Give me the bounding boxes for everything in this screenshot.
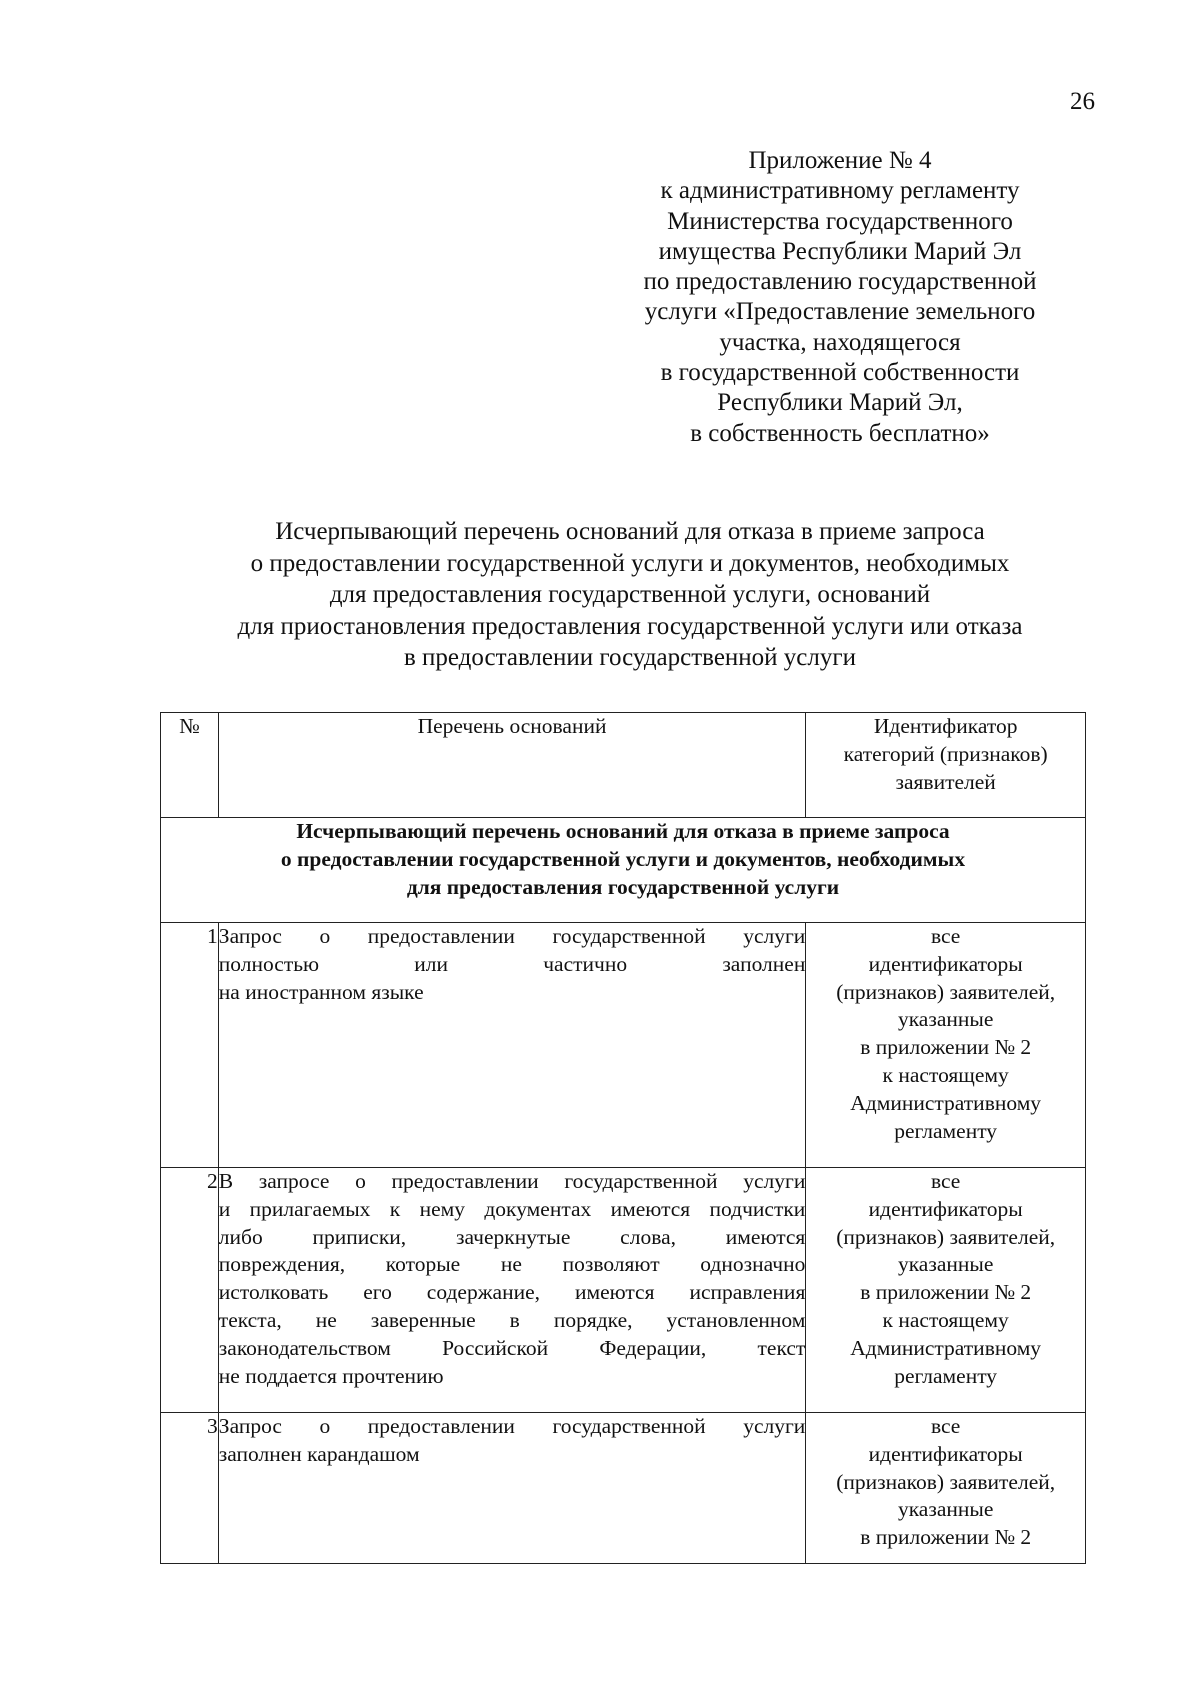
table-row — [161, 1413, 1086, 1564]
identifier-line: идентификаторы — [868, 1196, 1023, 1221]
page-number: 26 — [1070, 88, 1095, 115]
title-line: в предоставлении государственной услуги — [403, 644, 857, 671]
identifier-line: указанные — [897, 1007, 994, 1032]
section-line: Исчерпывающий перечень оснований для отказа в приеме запроса — [296, 819, 950, 843]
grounds-line: Запрос о предоставлении государственной услуги — [218, 1414, 806, 1438]
row-identifier — [806, 923, 1086, 1168]
row-number: 3 — [161, 1413, 219, 1564]
title-line: для предоставления государственной услуги, оснований — [329, 581, 931, 608]
identifier-line: все — [930, 1169, 961, 1193]
title-line: Исчерпывающий перечень оснований для отказа в приеме запроса — [275, 518, 985, 545]
grounds-line: повреждения, которые не позволяют однозначно — [218, 1252, 806, 1277]
grounds-line: законодательством Российской Федерации, текст — [218, 1335, 806, 1360]
identifier-line: (признаков) заявителей, — [836, 979, 1056, 1004]
row-grounds — [218, 1413, 806, 1564]
appendix-line: Министерства государственного — [667, 207, 1013, 235]
row-identifier — [806, 1168, 1086, 1413]
header-identifier-line: Идентификатор — [873, 714, 1018, 738]
grounds-line: истолковать его содержание, имеются исправления — [218, 1280, 806, 1305]
section-line: для предоставления государственной услуги — [406, 874, 840, 899]
identifier-line: (признаков) заявителей, — [836, 1224, 1056, 1249]
appendix-line: участка, находящегося — [719, 328, 961, 356]
appendix-line: Приложение № 4 — [748, 147, 932, 174]
row-grounds — [218, 1168, 806, 1413]
grounds-line: полностью или частично заполнен — [218, 951, 806, 976]
title-line: для приостановления предоставления государственной услуги или отказа — [237, 612, 1023, 640]
identifier-line: Административному — [850, 1335, 1042, 1360]
identifier-line: в приложении № 2 — [860, 1280, 1032, 1305]
table-header-row — [161, 713, 1086, 818]
appendix-line: Республики Марий Эл, — [717, 389, 963, 417]
grounds-line: Запрос о предоставлении государственной услуги — [218, 924, 806, 948]
identifier-line: в приложении № 2 — [860, 1035, 1032, 1060]
row-grounds — [218, 923, 806, 1168]
row-number: 1 — [161, 923, 219, 1168]
header-grounds: Перечень оснований — [218, 713, 806, 818]
identifier-line: идентификаторы — [868, 1441, 1023, 1466]
grounds-table — [160, 712, 1086, 1564]
identifier-line: к настоящему — [882, 1062, 1009, 1087]
header-identifier-line: категорий (признаков) — [843, 741, 1048, 766]
identifier-line: все — [930, 924, 961, 948]
identifier-line: (признаков) заявителей, — [836, 1469, 1056, 1494]
identifier-line: регламенту — [894, 1363, 998, 1388]
appendix-line: в государственной собственности — [660, 359, 1020, 387]
section-heading-row — [161, 818, 1086, 923]
grounds-line: текста, не заверенные в порядке, установленном — [218, 1307, 806, 1332]
appendix-line: по предоставлению государственной — [643, 268, 1037, 296]
identifier-line: регламенту — [894, 1118, 998, 1143]
table-row — [161, 923, 1086, 1168]
row-number: 2 — [161, 1168, 219, 1413]
identifier-line: в приложении № 2 — [860, 1525, 1032, 1550]
appendix-note — [600, 146, 1080, 449]
header-num: № — [161, 713, 219, 818]
identifier-line: идентификаторы — [868, 951, 1023, 976]
appendix-line: имущества Республики Марий Эл — [658, 237, 1022, 265]
appendix-line: в собственность бесплатно» — [690, 419, 990, 447]
section-heading — [161, 818, 1086, 923]
appendix-line: к административному регламенту — [660, 177, 1020, 205]
grounds-line: заполнен карандашом — [218, 1441, 420, 1466]
document-title — [150, 516, 1110, 674]
title-line: о предоставлении государственной услуги и документов, необходимых — [250, 549, 1010, 577]
grounds-line: не поддается прочтению — [218, 1363, 444, 1388]
grounds-line: и прилагаемых к нему документах имеются подчистки — [218, 1196, 806, 1221]
identifier-line: все — [930, 1414, 961, 1438]
grounds-line: либо приписки, зачеркнутые слова, имеются — [218, 1224, 806, 1249]
section-line: о предоставлении государственной услуги и документов, необходимых — [280, 846, 966, 871]
identifier-line: указанные — [897, 1252, 994, 1277]
identifier-line: Административному — [850, 1090, 1042, 1115]
identifier-line: к настоящему — [882, 1307, 1009, 1332]
grounds-line: на иностранном языке — [218, 979, 424, 1004]
header-identifier — [806, 713, 1086, 818]
table-row — [161, 1168, 1086, 1413]
identifier-line: указанные — [897, 1497, 994, 1522]
row-identifier — [806, 1413, 1086, 1564]
appendix-line: услуги «Предоставление земельного — [644, 298, 1036, 326]
grounds-line: В запросе о предоставлении государственной услуги — [218, 1169, 806, 1193]
header-identifier-line: заявителей — [895, 769, 996, 794]
